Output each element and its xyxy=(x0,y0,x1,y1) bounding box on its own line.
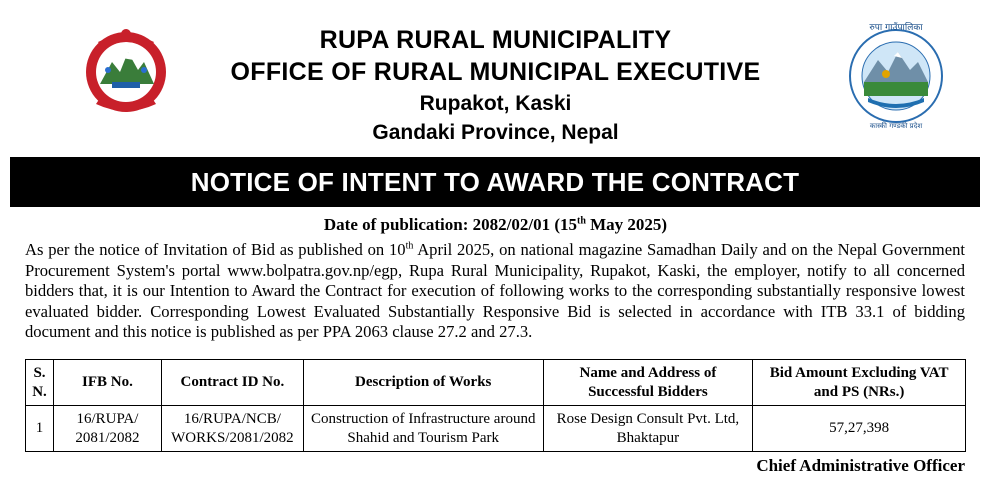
award-table xyxy=(25,359,966,452)
header-bid-amount: Bid Amount Excluding VAT and PS (NRs.) xyxy=(753,360,966,406)
publication-date-tail: May 2025) xyxy=(585,215,668,234)
municipality-name: RUPA RURAL MUNICIPALITY xyxy=(319,26,672,54)
cell-contract-id: 16/RUPA/NCB/ WORKS/2081/2082 xyxy=(161,406,303,452)
notice-body-paragraph xyxy=(25,240,965,343)
body-part2: April 2025, on national magazine Samadhan Daily and on the Nepal Government Procurement System's portal www.bolpatra.gov.np/egp, Rupa Rural Municipality, Rupakot, Kaski, the employer, notify to all concerned bidders that, it is our Intention to Award the Contract for execution of following works to the corresponding substantially responsive lowest evaluated bidder. Corresponding Lowest Evaluated Substantially Responsive Bid is selected in accordance with ITB 33.1 of bidding document and this notice is published as per PPA 2063 clause 27.2 and 27.3. xyxy=(25,240,965,341)
table-row xyxy=(26,406,966,452)
notice-header xyxy=(0,0,991,160)
cell-sn: 1 xyxy=(26,406,54,452)
header-bidder: Name and Address of Successful Bidders xyxy=(543,360,753,406)
header-description: Description of Works xyxy=(303,360,543,406)
header-contract-id: Contract ID No. xyxy=(161,360,303,406)
table-header-row xyxy=(26,360,966,406)
cell-ifb: 16/RUPA/ 2081/2082 xyxy=(53,406,161,452)
header-ifb: IFB No. xyxy=(53,360,161,406)
office-name: OFFICE OF RURAL MUNICIPAL EXECUTIVE xyxy=(230,58,761,86)
publication-date xyxy=(0,215,991,235)
logo-top-text: रुपा गाउँपालिका xyxy=(869,23,923,33)
publication-date-sup: th xyxy=(576,215,586,227)
office-location: Rupakot, Kaski xyxy=(419,92,572,115)
office-province: Gandaki Province, Nepal xyxy=(372,121,619,144)
cell-bidder: Rose Design Consult Pvt. Ltd, Bhaktapur xyxy=(543,406,753,452)
cell-bid-amount: 57,27,398 xyxy=(753,406,966,452)
logo-bottom-text: कास्की गण्डकी प्रदेश xyxy=(869,122,923,130)
cell-description: Construction of Infrastructure around Shahid and Tourism Park xyxy=(303,406,543,452)
municipality-logo xyxy=(838,16,954,132)
notice-title-banner: NOTICE OF INTENT TO AWARD THE CONTRACT xyxy=(10,157,980,207)
body-sup: th xyxy=(405,240,414,252)
header-sn: S. N. xyxy=(26,360,54,406)
signature-title: Chief Administrative Officer xyxy=(756,456,965,475)
publication-date-label: Date of publication: 2082/02/01 (15 xyxy=(323,215,577,234)
body-part1: As per the notice of Invitation of Bid as published on 10 xyxy=(25,240,406,259)
